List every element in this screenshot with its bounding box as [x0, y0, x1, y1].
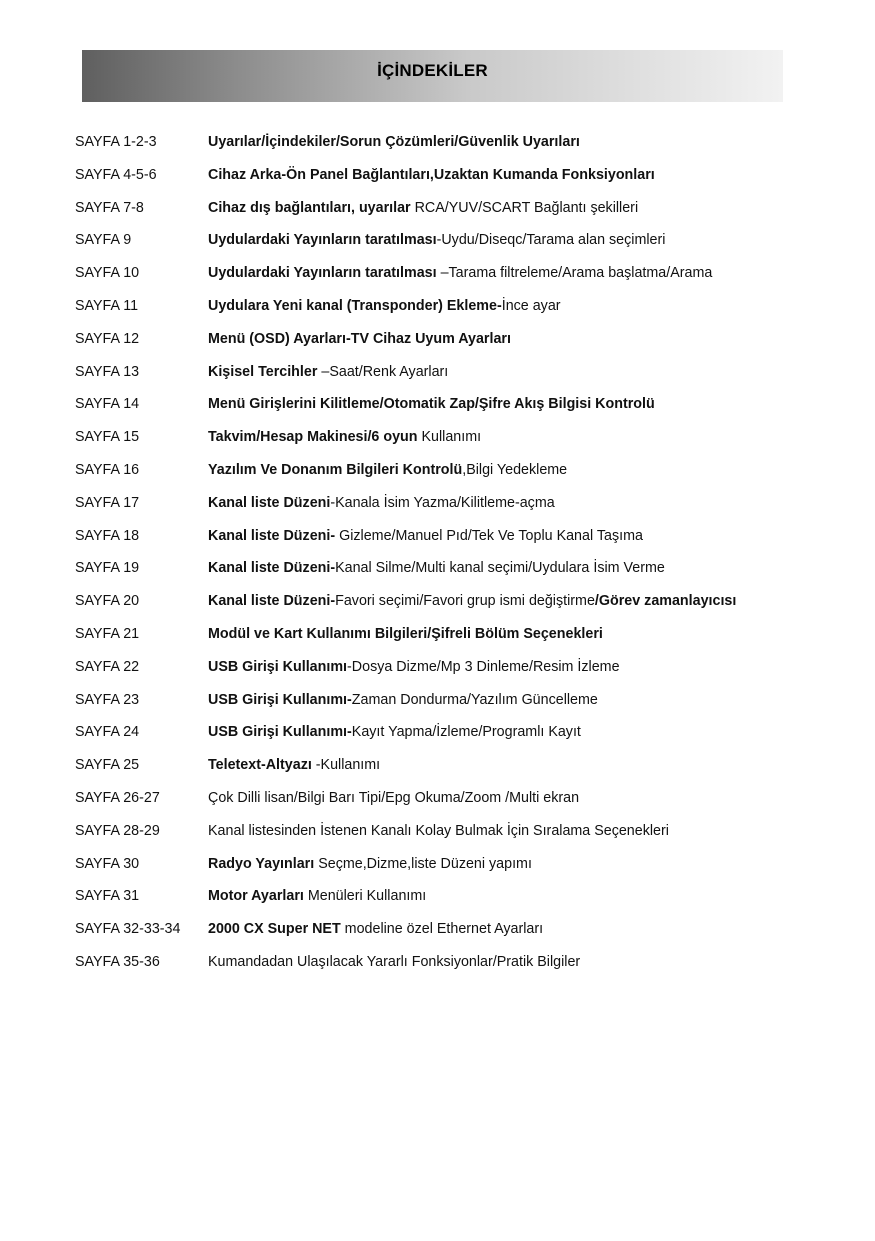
toc-page-number: SAYFA 20 — [75, 593, 140, 610]
toc-page-number: SAYFA 30 — [75, 855, 140, 872]
toc-topic-bold: Radyo Yayınları — [208, 855, 315, 872]
toc-description — [208, 224, 665, 257]
toc-topic-bold: Kanal liste Düzeni- — [208, 593, 336, 610]
toc-topic-bold: Takvim/Hesap Makinesi/6 oyun — [208, 429, 418, 446]
toc-row — [75, 388, 815, 421]
toc-description — [208, 257, 712, 290]
toc-page-number: SAYFA 32-33-34 — [75, 921, 181, 938]
toc-description — [208, 487, 555, 520]
toc-row — [75, 257, 815, 290]
toc-topic-text: ,Bilgi Yedekleme — [462, 461, 568, 478]
toc-row — [75, 651, 815, 684]
toc-topic-text: Kayıt Yapma/İzleme/Programlı Kayıt — [351, 724, 581, 741]
toc-row — [75, 290, 815, 323]
toc-topic-bold: Uydulara Yeni kanal (Transponder) Ekleme- — [208, 297, 502, 314]
toc-description — [208, 716, 581, 749]
toc-topic-bold: Cihaz dış bağlantıları, uyarılar — [208, 199, 411, 216]
toc-description — [208, 618, 603, 651]
toc-topic-bold: Kanal liste Düzeni- — [208, 560, 336, 577]
toc-topic-text: Kanal Silme/Multi kanal seçimi/Uydulara İsim Verme — [335, 560, 665, 577]
toc-topic-text: modeline özel Ethernet Ayarları — [340, 921, 544, 938]
toc-row — [75, 487, 815, 520]
toc-page-number: SAYFA 28-29 — [75, 822, 160, 839]
toc-topic-bold: Modül ve Kart Kullanımı Bilgileri/Şifreli Bölüm Seçenekleri — [208, 625, 603, 642]
toc-topic-bold: Uydulardaki Yayınların taratılması — [208, 232, 437, 249]
toc-topic-text: Kumandadan Ulaşılacak Yararlı Fonksiyonlar/Pratik Bilgiler — [208, 953, 581, 970]
toc-topic-bold: Motor Ayarları — [208, 888, 304, 905]
toc-description — [208, 585, 736, 618]
toc-row — [75, 454, 815, 487]
toc-row — [75, 552, 815, 585]
toc-topic-text: -Dosya Dizme/Mp 3 Dinleme/Resim İzleme — [347, 658, 620, 675]
toc-page-number: SAYFA 23 — [75, 691, 140, 708]
toc-description — [208, 684, 598, 717]
toc-topic-text: -Kanala İsim Yazma/Kilitleme-açma — [330, 494, 555, 511]
toc-row — [75, 323, 815, 356]
toc-page-number: SAYFA 10 — [75, 265, 140, 282]
toc-page-number: SAYFA 14 — [75, 396, 140, 413]
toc-description — [208, 782, 579, 815]
toc-page-number: SAYFA 17 — [75, 494, 140, 511]
toc-row — [75, 585, 815, 618]
toc-page-number: SAYFA 1-2-3 — [75, 134, 157, 150]
toc-topic-text: RCA/YUV/SCART Bağlantı şekilleri — [410, 199, 639, 216]
toc-row — [75, 913, 815, 946]
toc-row — [75, 421, 815, 454]
toc-topic-text: Seçme,Dizme,liste Düzeni yapımı — [314, 855, 532, 872]
toc-page-number: SAYFA 22 — [75, 658, 140, 675]
toc-page-number: SAYFA 12 — [75, 330, 140, 347]
toc-topic-text: –Tarama filtreleme/Arama başlatma/Arama — [436, 265, 713, 282]
toc-description — [208, 159, 655, 192]
header-bar — [82, 50, 783, 102]
toc-page-number: SAYFA 35-36 — [75, 953, 160, 970]
toc-description — [208, 552, 665, 585]
toc-description — [208, 356, 448, 389]
toc-row — [75, 880, 815, 913]
toc-row — [75, 815, 815, 848]
toc-row — [75, 224, 815, 257]
toc-description — [208, 946, 580, 979]
toc-description — [208, 749, 380, 782]
toc-topic-bold: Uydulardaki Yayınların taratılması — [208, 265, 437, 282]
toc-topic-bold: Cihaz Arka-Ön Panel Bağlantıları,Uzaktan Kumanda Fonksiyonları — [208, 166, 655, 183]
toc-topic-text: Menüleri Kullanımı — [303, 888, 427, 905]
toc-description — [208, 388, 655, 421]
toc-description — [208, 848, 532, 881]
toc-description — [208, 454, 567, 487]
toc-row — [75, 782, 815, 815]
toc-topic-bold: Kişisel Tercihler — [208, 363, 318, 380]
toc-topic-bold: /Görev zamanlayıcısı — [594, 593, 737, 610]
toc-description — [208, 880, 426, 913]
toc-page-number: SAYFA 21 — [75, 625, 140, 642]
toc-page-number: SAYFA 18 — [75, 527, 140, 544]
toc-topic-bold: Uyarılar/İçindekiler/Sorun Çözümleri/Güvenlik Uyarıları — [208, 134, 580, 150]
toc-description — [208, 323, 511, 356]
toc-topic-bold: Teletext-Altyazı — [208, 757, 312, 774]
toc-topic-text: İnce ayar — [501, 297, 561, 314]
toc-page-number: SAYFA 31 — [75, 888, 140, 905]
toc-topic-bold: USB Girişi Kullanımı- — [208, 724, 352, 741]
toc-row — [75, 192, 815, 225]
toc-topic-text: –Saat/Renk Ayarları — [317, 363, 449, 380]
toc-page-number: SAYFA 16 — [75, 461, 140, 478]
toc-topic-text: Kullanımı — [417, 429, 482, 446]
toc-row — [75, 126, 815, 159]
toc-page-number: SAYFA 15 — [75, 429, 140, 446]
toc-topic-bold: Kanal liste Düzeni- — [208, 527, 336, 544]
toc-topic-text: -Uydu/Diseqc/Tarama alan seçimleri — [436, 232, 666, 249]
toc-description — [208, 651, 620, 684]
toc-topic-bold: USB Girişi Kullanımı- — [208, 691, 352, 708]
toc-row — [75, 848, 815, 881]
toc-topic-bold: Menü (OSD) Ayarları-TV Cihaz Uyum Ayarları — [208, 330, 511, 347]
toc-row — [75, 618, 815, 651]
table-of-contents — [75, 126, 815, 979]
toc-description — [208, 421, 481, 454]
toc-description — [208, 913, 543, 946]
toc-page-number: SAYFA 11 — [75, 297, 139, 314]
toc-description — [208, 520, 643, 553]
toc-page-number: SAYFA 13 — [75, 363, 140, 380]
toc-topic-text: Zaman Dondurma/Yazılım Güncelleme — [351, 691, 598, 708]
toc-page-number: SAYFA 19 — [75, 560, 140, 577]
toc-topic-bold: Yazılım Ve Donanım Bilgileri Kontrolü — [208, 461, 463, 478]
toc-page-number: SAYFA 25 — [75, 757, 140, 774]
toc-row — [75, 716, 815, 749]
toc-topic-bold: Kanal liste Düzeni — [208, 494, 331, 511]
toc-topic-text: Gizleme/Manuel Pıd/Tek Ve Toplu Kanal Taşıma — [335, 527, 643, 544]
toc-page-number: SAYFA 7-8 — [75, 199, 144, 216]
toc-description — [208, 815, 669, 848]
toc-page-number: SAYFA 4-5-6 — [75, 166, 157, 183]
toc-row — [75, 159, 815, 192]
toc-row — [75, 946, 815, 979]
toc-topic-bold: USB Girişi Kullanımı — [208, 658, 348, 675]
toc-description — [208, 126, 580, 159]
toc-topic-text: Favori seçimi/Favori grup ismi değiştirme — [335, 593, 595, 610]
toc-row — [75, 356, 815, 389]
toc-topic-text: Kanal listesinden İstenen Kanalı Kolay Bulmak İçin Sıralama Seçenekleri — [208, 822, 669, 839]
toc-description — [208, 290, 561, 323]
toc-page-number: SAYFA 9 — [75, 232, 132, 249]
page-title: İÇİNDEKİLER — [377, 61, 488, 80]
toc-row — [75, 520, 815, 553]
toc-topic-text: Çok Dilli lisan/Bilgi Barı Tipi/Epg Okuma/Zoom /Multi ekran — [208, 789, 580, 806]
toc-topic-text: -Kullanımı — [311, 757, 381, 774]
toc-description — [208, 192, 638, 225]
toc-topic-bold: Menü Girişlerini Kilitleme/Otomatik Zap/Şifre Akış Bilgisi Kontrolü — [208, 396, 655, 413]
toc-page-number: SAYFA 26-27 — [75, 789, 160, 806]
toc-page-number: SAYFA 24 — [75, 724, 140, 741]
toc-row — [75, 684, 815, 717]
toc-row — [75, 749, 815, 782]
toc-topic-bold: 2000 CX Super NET — [208, 921, 341, 938]
